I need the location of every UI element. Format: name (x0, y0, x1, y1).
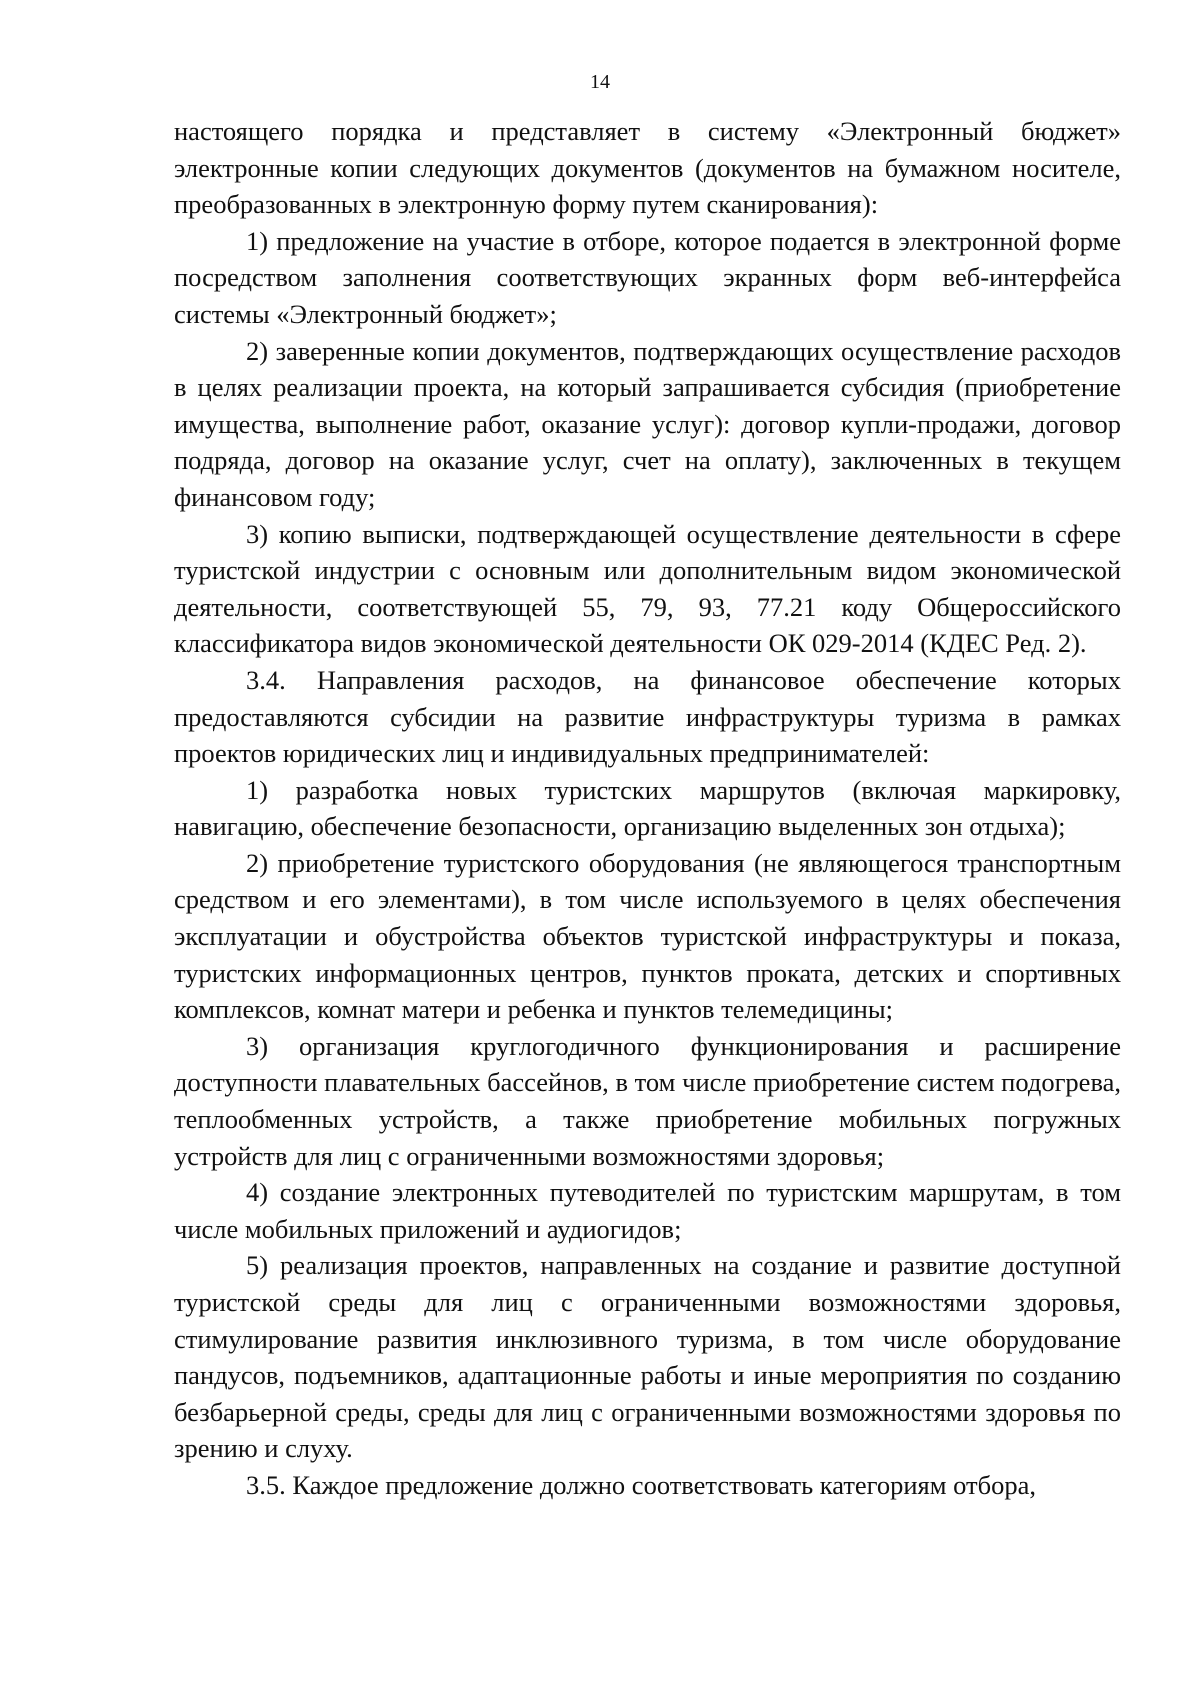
paragraph-section-3-4: 3.4. Направления расходов, на финансовое обеспечение которых предоставляются субсидии на развитие инфраструктуры туризма в рамках проектов юридических лиц и индивидуальных предпринимателей: (174, 664, 1121, 769)
paragraph-continuation: настоящего порядка и представляет в систему «Электронный бюджет» электронные копии следующих документов (документов на бумажном носителе, преобразованных в электронную форму путем сканирования): (174, 116, 1121, 220)
paragraph-item-2-certified-copies: 2) заверенные копии документов, подтверждающих осуществление расходов в целях реализации проекта, на который запрашивается субсидия (приобретение имущества, выполнение работ, оказание услуг): договор купли-продажи, договор подряда, договор на оказание услуг, счет на оплату), заключенных в текущем финансовом году; (174, 335, 1121, 512)
paragraph-item-5-accessibility: 5) реализация проектов, направленных на создание и развитие доступной туристской среды для лиц с ограниченными возможностями здоровья, стимулирование развития инклюзивного туризма, в том числе оборудование пандусов, подъемников, адаптационные работы и иные мероприятия по созданию безбарьерной среды, среды для лиц с ограниченными возможностями здоровья по зрению и слуху. (174, 1250, 1121, 1464)
document-body (174, 113, 1121, 1504)
page-number: 14 (590, 71, 610, 93)
paragraph-item-1-routes: 1) разработка новых туристских маршрутов (включая маркировку, навигацию, обеспечение безопасности, организацию выделенных зон отдыха); (174, 774, 1121, 842)
paragraph-section-3-5: 3.5. Каждое предложение должно соответствовать категориям отбора, (246, 1469, 1036, 1500)
paragraph-item-1-proposal: 1) предложение на участие в отборе, которое подается в электронной форме посредством заполнения соответствующих экранных форм веб-интерфейса системы «Электронный бюджет»; (174, 225, 1121, 329)
paragraph-item-4-guides: 4) создание электронных путеводителей по туристским маршрутам, в том числе мобильных приложений и аудиогидов; (174, 1177, 1121, 1244)
paragraph-item-3-extract-copy: 3) копию выписки, подтверждающей осуществление деятельности в сфере туристской индустрии с основным или дополнительным видом экономической деятельности, соответствующей 55, 79, 93, 77.21 коду Общероссийского классификатора видов экономической деятельности ОК 029-2014 (КДЕС Ред. 2). (174, 518, 1121, 659)
paragraph-item-3-pools: 3) организация круглогодичного функционирования и расширение доступности плавательных бассейнов, в том числе приобретение систем подогрева, теплообменных устройств, а также приобретение мобильных погружных устройств для лиц с ограниченными возможностями здоровья; (174, 1030, 1121, 1171)
paragraph-item-2-equipment: 2) приобретение туристского оборудования (не являющегося транспортным средством и его элементами), в том числе используемого в целях обеспечения эксплуатации и обустройства объектов туристской инфраструктуры и показа, туристских информационных центров, пунктов проката, детских и спортивных комплексов, комнат матери и ребенка и пунктов телемедицины; (174, 847, 1121, 1025)
